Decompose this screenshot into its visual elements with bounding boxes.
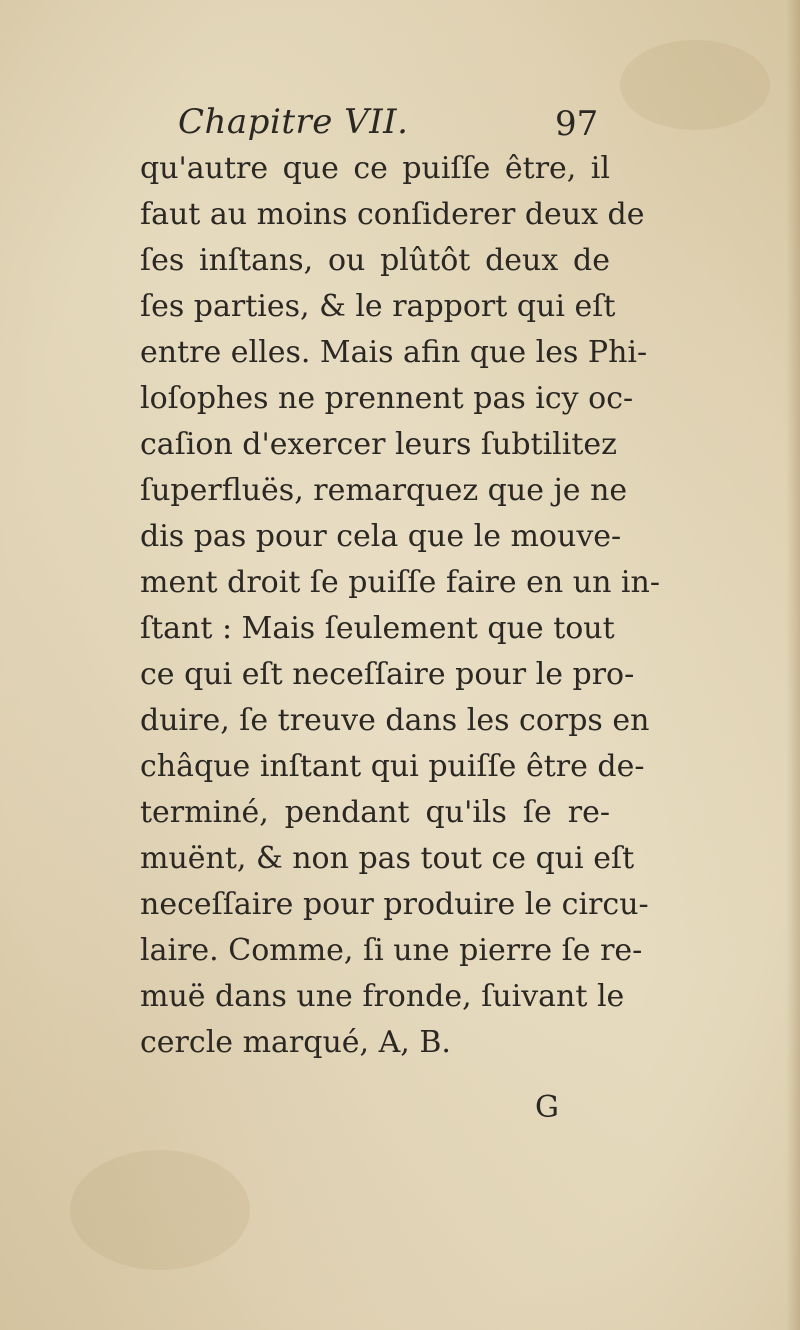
text-line: faut au moins conſiderer deux de xyxy=(140,197,645,232)
page-edge-shadow xyxy=(786,0,800,1330)
text-line: dis pas pour cela que le mouve- xyxy=(140,519,622,554)
text-line-last: cercle marqué, A, B. xyxy=(140,1025,451,1060)
text-line: ſuperfluës, remarquez que je ne xyxy=(140,473,628,508)
text-line: qu'autre que ce puiſſe être, il xyxy=(140,151,610,186)
text-line: muënt, & non pas tout ce qui eſt xyxy=(140,841,635,876)
text-line: muë dans une fronde, ſuivant le xyxy=(140,979,625,1014)
text-line: terminé, pendant qu'ils ſe re- xyxy=(140,795,610,830)
text-line: ce qui eſt neceſſaire pour le pro- xyxy=(140,657,635,692)
page-number: 97 xyxy=(555,104,599,144)
text-line: loſophes ne prennent pas icy oc- xyxy=(140,381,634,416)
signature-mark: G xyxy=(535,1090,559,1125)
body-text xyxy=(140,146,660,1066)
text-line: ſes inſtans, ou plûtôt deux de xyxy=(140,243,610,278)
running-head: Chapitre VII. xyxy=(178,102,409,142)
text-line: ſtant : Mais ſeulement que tout xyxy=(140,611,615,646)
text-line: châque inſtant qui puiſſe être de- xyxy=(140,749,645,784)
text-line: neceſſaire pour produire le circu- xyxy=(140,887,649,922)
text-line: duire, ſe treuve dans les corps en xyxy=(140,703,650,738)
text-line: laire. Comme, ſi une pierre ſe re- xyxy=(140,933,643,968)
text-line: ment droit ſe puiſſe faire en un in- xyxy=(140,565,660,600)
text-line: ſes parties, & le rapport qui eſt xyxy=(140,289,616,324)
text-line: entre elles. Mais afin que les Phi- xyxy=(140,335,648,370)
text-line: caſion d'exercer leurs ſubtilitez xyxy=(140,427,617,462)
paper-stain xyxy=(70,1150,250,1270)
